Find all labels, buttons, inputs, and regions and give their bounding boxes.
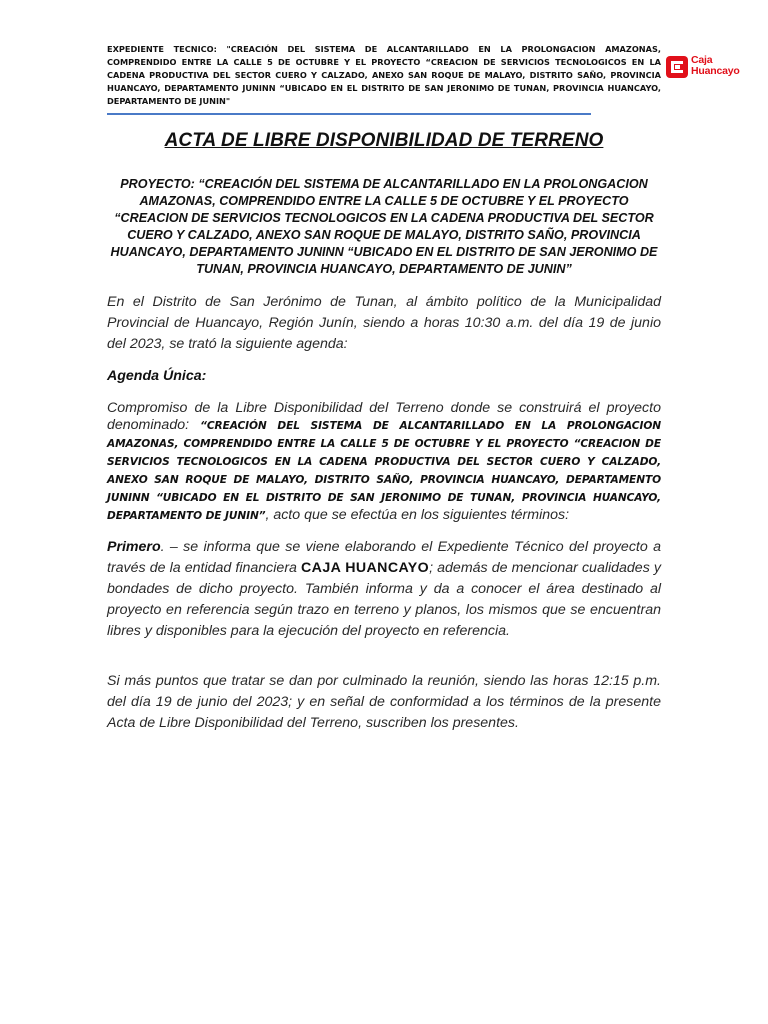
caja-huancayo-logo-text bbox=[691, 55, 763, 77]
primero-text-b: ; además de mencionar cualidades y bondades de dicho proyecto. También informa y da a conocer el área destinado al proyecto en referencia según trazo en terreno y planos, los mismos que se encuentran libres y disponibles para la ejecución del proyecto en referencia. bbox=[107, 560, 661, 639]
header-divider bbox=[107, 113, 591, 115]
agenda-heading: Agenda Única: bbox=[107, 368, 207, 384]
project-statement: PROYECTO: “CREACIÓN DEL SISTEMA DE ALCANTARILLADO EN LA PROLONGACION AMAZONAS, COMPRENDIDO ENTRE LA CALLE 5 DE OCTUBRE Y EL PROYECTO “CREACION DE SERVICIOS TECNOLOGICOS EN LA CADENA PRODUCTIVA DEL SECTOR CUERO Y CALZADO, ANEXO SAN ROQUE DE MALAYO, DISTRITO SAÑO, PROVINCIA HUANCAYO, DEPARTAMENTO JUNINN “UBICADO EN EL DISTRITO DE SAN JERONIMO DE TUNAN, PROVINCIA HUANCAYO, DEPARTAMENTO DE JUNIN” bbox=[110, 177, 658, 276]
agenda-lead-text: Compromiso de la Libre Disponibilidad del Terreno donde se construirá el proyecto denominado: bbox=[107, 400, 661, 433]
primero-paragraph bbox=[107, 537, 661, 642]
closing-paragraph: Si más puntos que tratar se dan por culminado la reunión, siendo las horas 12:15 p.m. del día 19 de junio del 2023; y en señal de conformidad a los términos de la presente Acta de Libre Disponibilidad del Terreno, suscriben los presentes. bbox=[107, 673, 661, 731]
intro-paragraph: En el Distrito de San Jerónimo de Tunan, al ámbito político de la Municipalidad Provincial de Huancayo, Región Junín, siendo a horas 10:30 a.m. del día 19 de junio del 2023, se trató la siguiente agenda: bbox=[107, 294, 661, 352]
logo-line-2: Huancayo bbox=[691, 65, 740, 77]
agenda-tail-text: , acto que se efectúa en los siguientes términos: bbox=[265, 507, 570, 523]
agenda-paragraph bbox=[107, 400, 661, 525]
primero-text-a: . – se informa que se viene elaborando el Expediente Técnico del proyecto a través de la entidad financiera bbox=[107, 539, 661, 576]
logo-line-1: Caja bbox=[691, 54, 713, 66]
header-expediente-text: EXPEDIENTE TECNICO: "CREACIÓN DEL SISTEMA DE ALCANTARILLADO EN LA PROLONGACION AMAZONAS, COMPRENDIDO ENTRE LA CALLE 5 DE OCTUBRE Y EL PROYECTO “CREACION DE SERVICIOS TECNOLOGICOS EN LA CADENA PRODUCTIVA DEL SECTOR CUERO Y CALZADO, ANEXO SAN ROQUE DE MALAYO, DISTRITO SAÑO, PROVINCIA HUANCAYO, DEPARTAMENTO JUNINN “UBICADO EN EL DISTRITO DE SAN JERONIMO DE TUNAN, PROVINCIA HUANCAYO, DEPARTAMENTO DE JUNIN" bbox=[107, 44, 661, 106]
agenda-project-name: “CREACIÓN DEL SISTEMA DE ALCANTARILLADO EN LA PROLONGACION AMAZONAS, COMPRENDIDO ENTRE LA CALLE 5 DE OCTUBRE Y EL PROYECTO “CREACION DE SERVICIOS TECNOLOGICOS EN LA CADENA PRODUCTIVA DEL SECTOR CUERO Y CALZADO, ANEXO SAN ROQUE DE MALAYO, DISTRITO SAÑO, PROVINCIA HUANCAYO, DEPARTAMENTO JUNINN “UBICADO EN EL DISTRITO DE SAN JERONIMO DE TUNAN, PROVINCIA HUANCAYO, DEPARTAMENTO DE JUNIN” bbox=[107, 420, 661, 522]
caja-huancayo-logo bbox=[666, 55, 762, 81]
document-title: ACTA DE LIBRE DISPONIBILIDAD DE TERRENO bbox=[164, 130, 604, 151]
entity-name: CAJA HUANCAYO bbox=[301, 560, 430, 576]
primero-label: Primero bbox=[107, 539, 161, 555]
caja-huancayo-logo-icon bbox=[666, 56, 688, 78]
